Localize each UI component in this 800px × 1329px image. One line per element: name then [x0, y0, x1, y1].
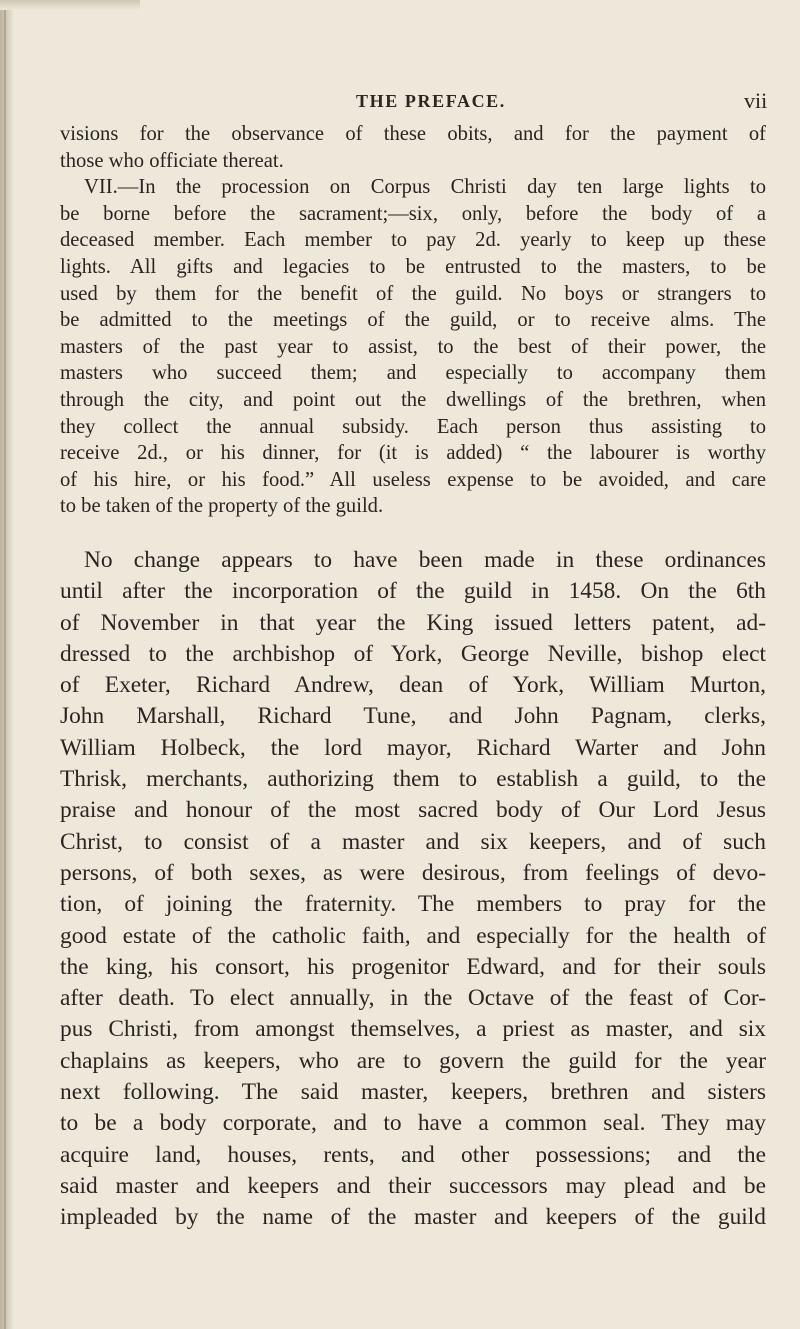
text-line: the king, his consort, his progenitor Edward, and for their souls	[60, 953, 766, 980]
text-line: deceased member. Each member to pay 2d. yearly to keep up these	[60, 229, 766, 252]
text-line: No change appears to have been made in these ordinances	[84, 547, 766, 573]
ordinances-paragraph	[60, 121, 766, 520]
text-line: of Exeter, Richard Andrew, dean of York, William Murton,	[60, 672, 766, 699]
text-line: dressed to the archbishop of York, George Neville, bishop elect	[60, 640, 766, 667]
text-line: John Marshall, Richard Tune, and John Pagnam, clerks,	[60, 703, 766, 730]
text-line: William Holbeck, the lord mayor, Richard Warter and John	[60, 734, 766, 761]
text-line: visions for the observance of these obits, and for the payment of	[60, 123, 766, 145]
text-line: chaplains as keepers, who are to govern the guild for the year	[60, 1047, 766, 1074]
text-line: acquire land, houses, rents, and other possessions; and the	[60, 1141, 766, 1168]
running-head	[0, 88, 800, 118]
text-line: tion, of joining the fraternity. The members to pray for the	[60, 891, 766, 918]
text-line: masters who succeed them; and especially to accompany them	[60, 362, 766, 385]
running-head-title: THE PREFACE.	[356, 91, 506, 111]
text-line: be borne before the sacrament;—six, only, before the body of a	[60, 202, 766, 225]
text-line: of his hire, or his food.” All useless expense to be avoided, and care	[60, 468, 766, 491]
text-line: said master and keepers and their successors may plead and be	[60, 1172, 766, 1199]
text-line: used by them for the benefit of the guild. No boys or strangers to	[60, 282, 766, 305]
text-line: Christ, to consist of a master and six keepers, and of such	[60, 828, 766, 855]
text-line: to be taken of the property of the guild.	[60, 495, 384, 518]
text-line: good estate of the catholic faith, and especially for the health of	[60, 922, 766, 949]
text-line: VII.—In the procession on Corpus Christi day ten large lights to	[84, 176, 766, 199]
text-line: masters of the past year to assist, to the best of their power, the	[60, 335, 766, 358]
binding-line	[4, 0, 6, 1329]
text-line: persons, of both sexes, as were desirous, from feelings of devo-	[60, 859, 766, 886]
text-line: pus Christi, from amongst themselves, a priest as master, and six	[60, 1016, 766, 1043]
text-line: receive 2d., or his dinner, for (it is added) “ the labourer is worthy	[60, 442, 766, 465]
text-line: those who officiate thereat.	[60, 149, 284, 172]
text-line: through the city, and point out the dwellings of the brethren, when	[60, 388, 766, 411]
text-line: impleaded by the name of the master and keepers of the guild	[60, 1204, 766, 1231]
text-line: until after the incorporation of the guild in 1458. On the 6th	[60, 578, 766, 605]
text-line: next following. The said master, keepers, brethren and sisters	[60, 1079, 766, 1106]
page-number: vii	[744, 88, 768, 113]
text-line: praise and honour of the most sacred body of Our Lord Jesus	[60, 797, 766, 824]
text-line: they collect the annual subsidy. Each person thus assisting to	[60, 415, 766, 438]
incorporation-paragraph	[60, 545, 766, 1234]
text-line: of November in that year the King issued letters patent, ad-	[60, 609, 766, 636]
text-line: Thrisk, merchants, authorizing them to establish a guild, to the	[60, 766, 766, 793]
text-line: after death. To elect annually, in the Octave of the feast of Cor-	[60, 985, 766, 1012]
page-binding-edge	[0, 0, 14, 1329]
text-line: lights. All gifts and legacies to be entrusted to the masters, to be	[60, 255, 766, 278]
text-line: to be a body corporate, and to have a common seal. They may	[60, 1110, 766, 1137]
page-top-shadow	[0, 0, 140, 10]
text-line: be admitted to the meetings of the guild, or to receive alms. The	[60, 309, 766, 332]
